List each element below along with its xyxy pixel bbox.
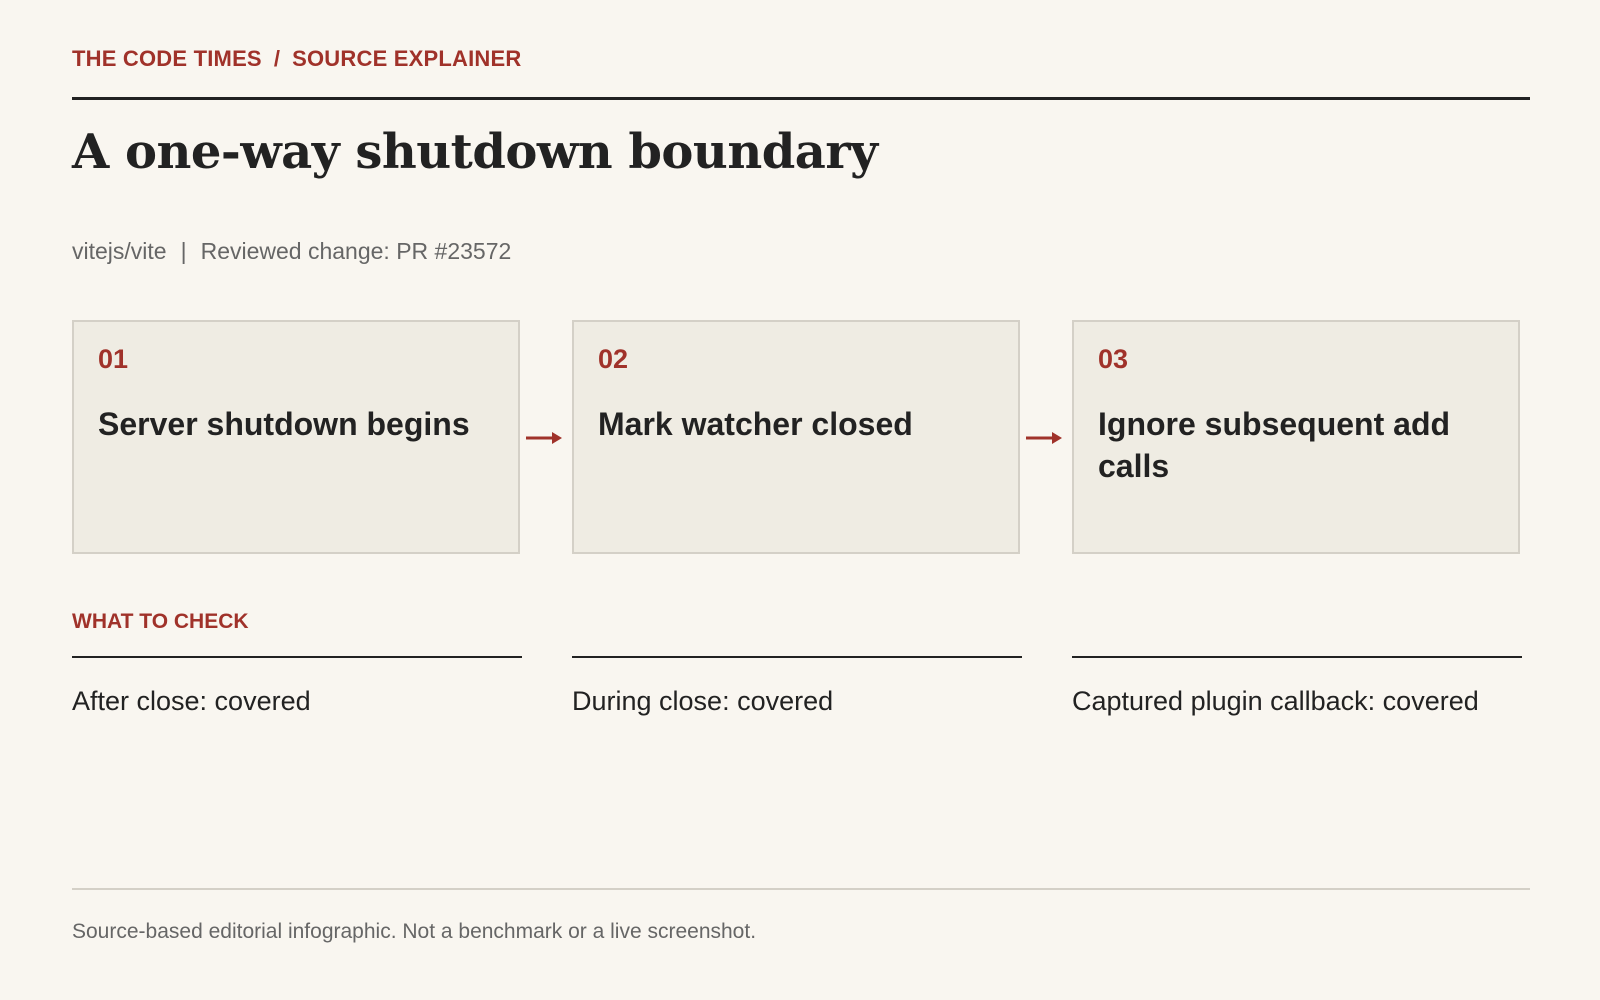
arrow-right-icon xyxy=(1024,428,1064,448)
arrow-right-icon xyxy=(524,428,564,448)
meta-divider: | xyxy=(180,238,187,264)
headline: A one-way shutdown boundary xyxy=(72,124,878,180)
step-card xyxy=(1072,320,1520,554)
step-card xyxy=(72,320,520,554)
check-item: Captured plugin callback: covered xyxy=(1072,656,1522,721)
footnote: Source-based editorial infographic. Not a benchmark or a live screenshot. xyxy=(72,920,757,943)
check-item: After close: covered xyxy=(72,656,522,721)
repo-name: vitejs/vite xyxy=(72,238,167,264)
section-name: SOURCE EXPLAINER xyxy=(292,46,522,71)
kicker xyxy=(72,46,521,72)
bottom-rule xyxy=(72,888,1530,890)
meta-line xyxy=(72,238,511,265)
step-title: Ignore subsequent add calls xyxy=(1098,406,1451,484)
step-number: 02 xyxy=(598,344,629,374)
step-title: Mark watcher closed xyxy=(598,406,913,442)
top-rule xyxy=(72,97,1530,100)
reviewed-change: Reviewed change: PR #23572 xyxy=(200,238,512,264)
kicker-separator: / xyxy=(273,46,281,71)
step-title: Server shutdown begins xyxy=(98,406,470,442)
publication-name: THE CODE TIMES xyxy=(72,46,262,71)
what-to-check-heading: WHAT TO CHECK xyxy=(72,610,249,633)
step-number: 03 xyxy=(1098,344,1129,374)
check-item: During close: covered xyxy=(572,656,1022,721)
step-card xyxy=(572,320,1020,554)
step-number: 01 xyxy=(98,344,129,374)
